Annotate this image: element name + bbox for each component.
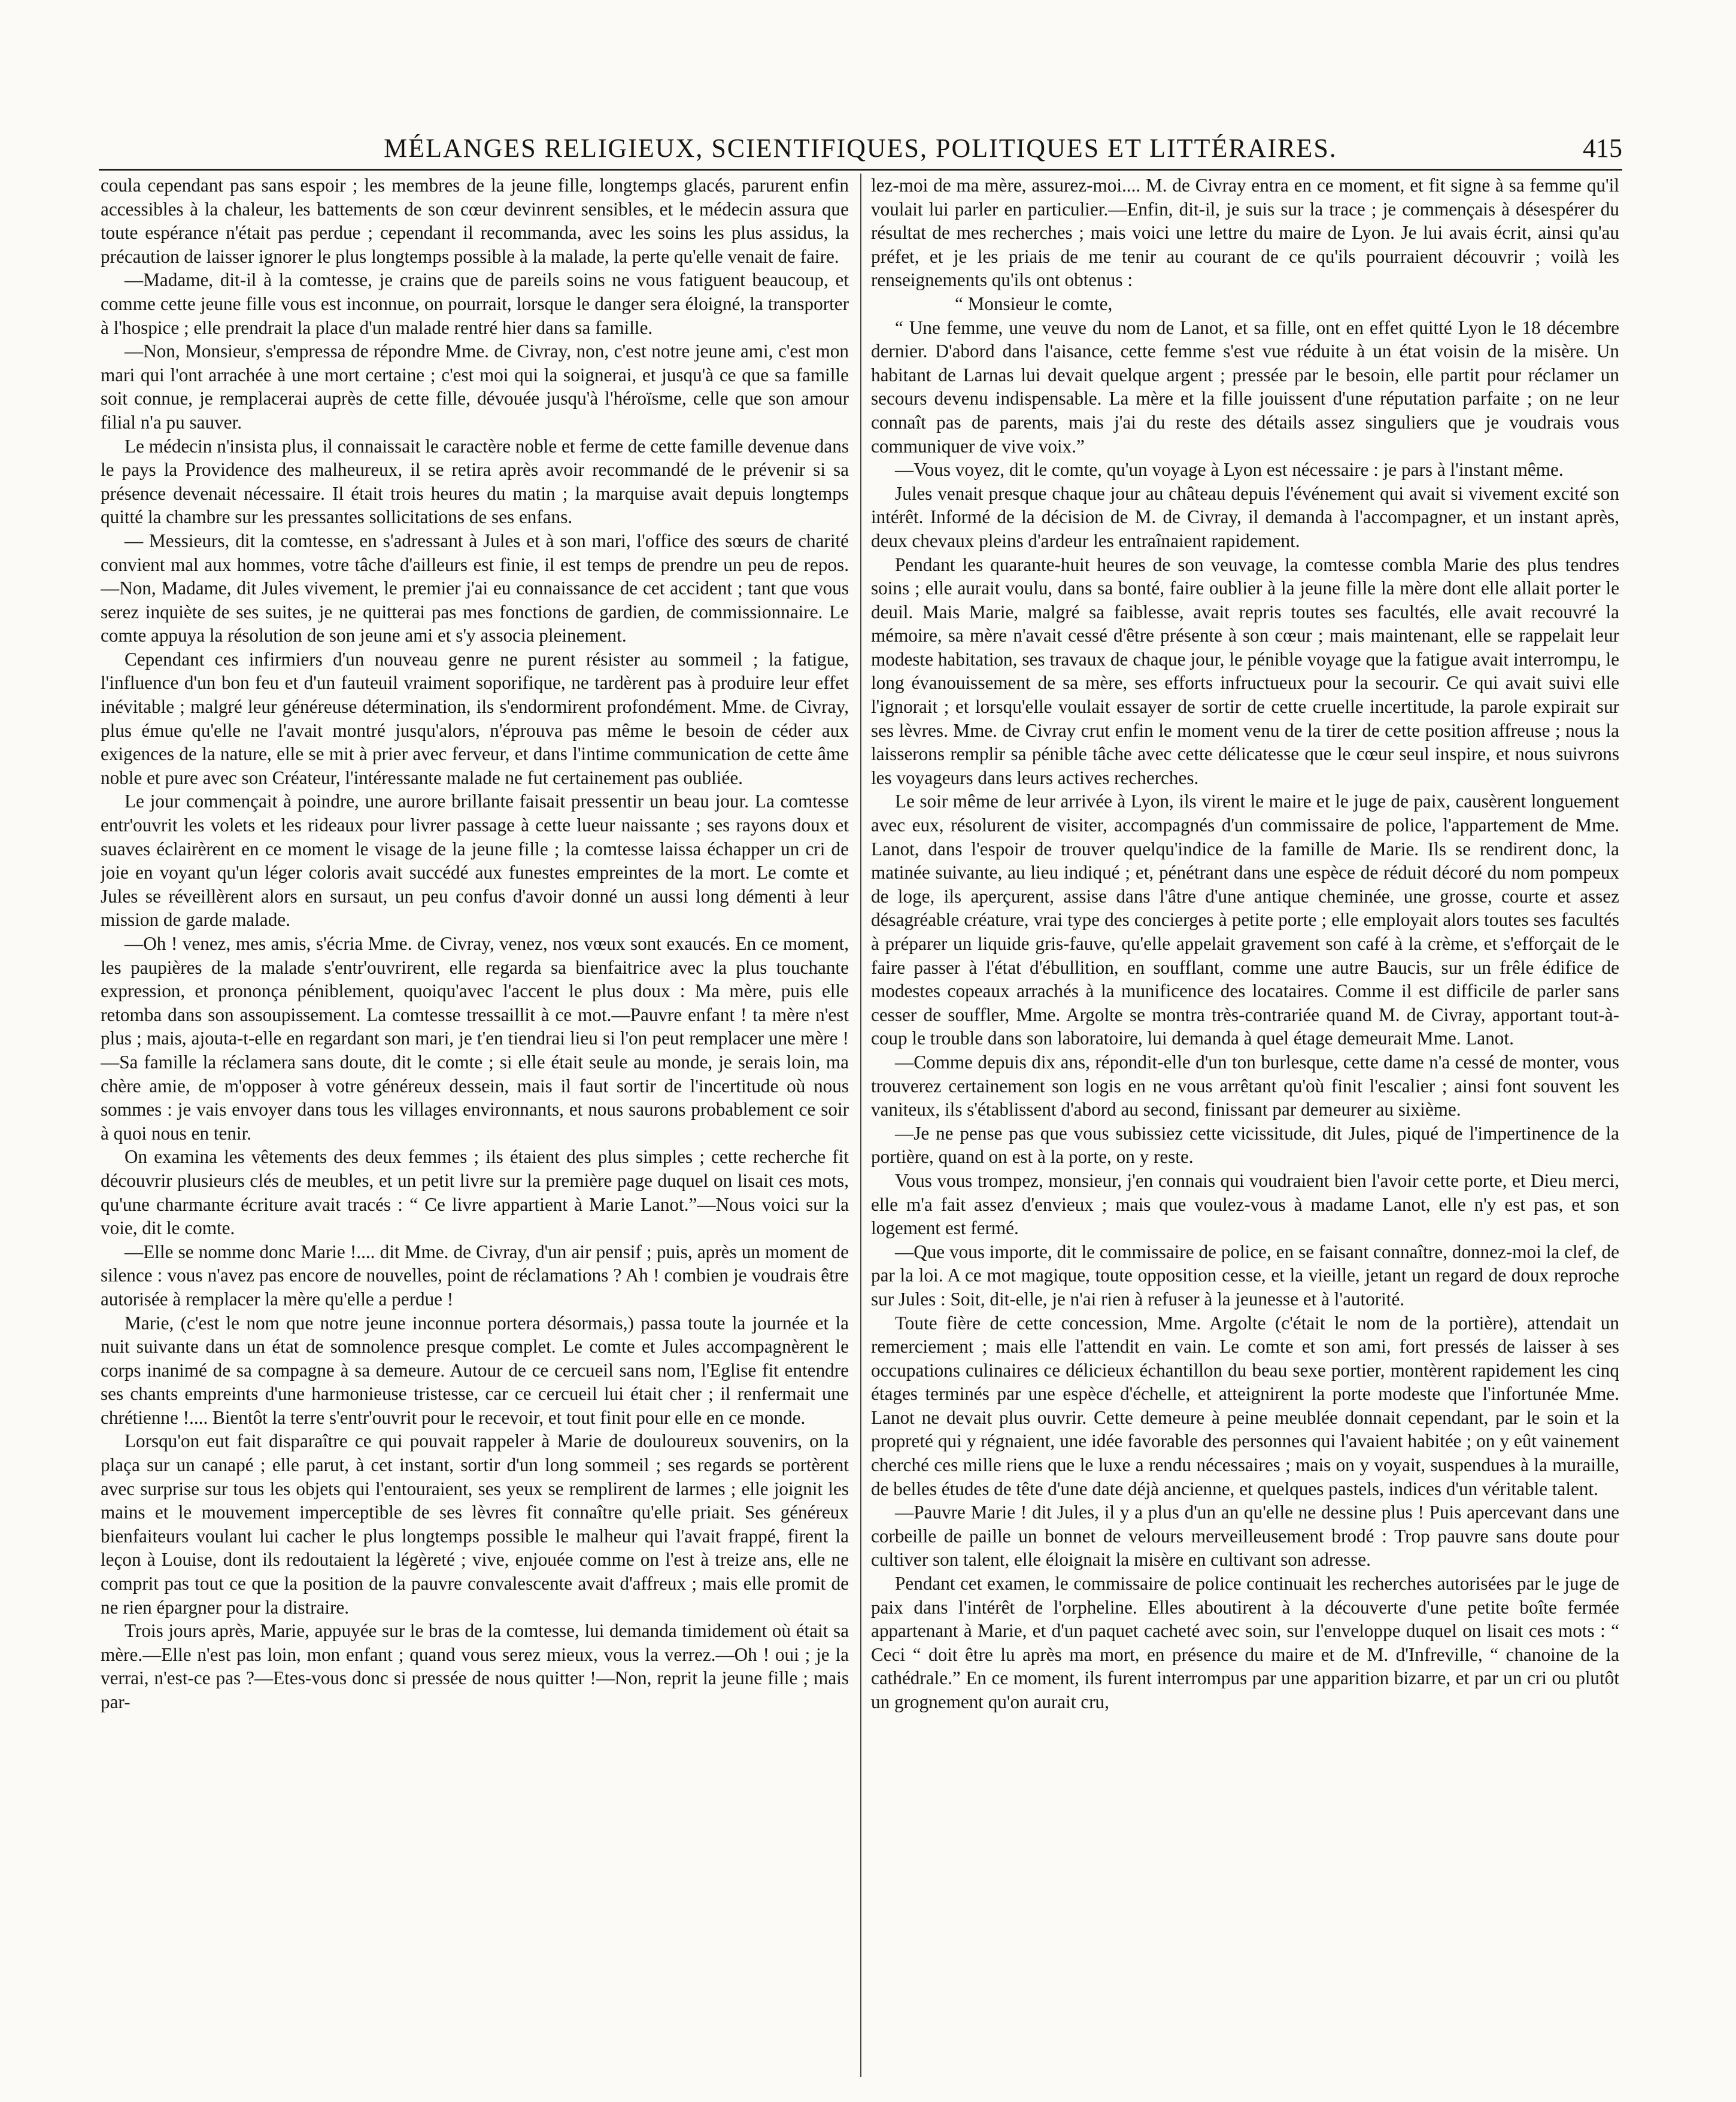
paragraph: Le soir même de leur arrivée à Lyon, ils virent le maire et le juge de paix, causèrent longuement avec eux, résolurent de visiter, accompagnés d'un commissaire de police, l'appartement de Mme. Lanot, dans l'espoir de trouver quelqu'indice de la famille de Marie. Ils se rendirent donc, la matinée suivante, au lieu indiqué ; et, pénétrant dans une espèce de réduit décoré du nom pompeux de loge, ils aperçurent, assise dans l'âtre d'une antique cheminée, une grosse, courte et assez désagréable créature, vrai type des concierges à petite porte ; elle employait alors toutes ses facultés à préparer un liquide gris-fauve, qu'elle appelait gravement son café à la crème, et s'efforçait de le faire passer à l'état d'ébullition, en soufflant, comme une autre Baucis, sur un frêle édifice de modestes copeaux arrachés à la munificence des locataires. Comme il est difficile de parler sans cesser de souffler, Mme. Argolte se montra très-contrariée quand M. de Civray, apportant tout-à-coup le trouble dans son laboratoire, lui demanda à quel étage demeurait Mme. Lanot. (871, 791, 1619, 1049)
paragraph: On examina les vêtements des deux femmes ; ils étaient des plus simples ; cette recherche fit découvrir plusieurs clés de meubles, et un petit livre sur la première page duquel on lisait ces mots, qu'une charmante écriture avait tracés : “ Ce livre appartient à Marie Lanot.”—Nous voici sur la voie, dit le comte. (101, 1146, 849, 1239)
paragraph: Trois jours après, Marie, appuyée sur le bras de la comtesse, lui demanda timidement où était sa mère.—Elle n'est pas loin, mon enfant ; quand vous serez mieux, vous la verrez.—Oh ! oui ; je la verrai, n'est-ce pas ?—Etes-vous donc si pressée de nous quitter !—Non, reprit la jeune fille ; mais par- (101, 1620, 849, 1712)
paragraph: Pendant cet examen, le commissaire de police continuait les recherches autorisées par le juge de paix dans l'intérêt de l'orpheline. Elles aboutirent à la découverte d'une petite boîte fermée appartenant à Marie, et d'un paquet cacheté avec soin, sur l'enveloppe duquel on lisait ces mots : “ Ceci “ doit être lu après ma mort, en présence du maire et de M. d'Infreville, “ chanoine de la cathédrale.” En ce moment, ils furent interrompus par une apparition bizarre, et par un cri ou plutôt un grognement qu'on aurait cru, (871, 1573, 1619, 1712)
paragraph: —Pauvre Marie ! dit Jules, il y a plus d'un an qu'elle ne dessine plus ! Puis apercevant dans une corbeille de paille un bonnet de velours merveilleusement brodé : Trop pauvre sans doute pour cultiver son talent, elle éloignait la misère en cultivant son adresse. (871, 1502, 1619, 1571)
running-title: MÉLANGES RELIGIEUX, SCIENTIFIQUES, POLITIQUES ET LITTÉRAIRES. (384, 133, 1337, 163)
paragraph: —Vous voyez, dit le comte, qu'un voyage à Lyon est nécessaire : je pars à l'instant même. (895, 459, 1564, 481)
paragraph: —Je ne pense pas que vous subissiez cette vicissitude, dit Jules, piqué de l'impertinence de la portière, quand on est à la porte, on y reste. (871, 1122, 1619, 1168)
paragraph: —Comme depuis dix ans, répondit-elle d'un ton burlesque, cette dame n'a cessé de monter, vous trouverez certainement son logis en ne vous arrêtant qu'où finit l'escalier ; ainsi font souvent les vaniteux, ils s'établissent d'abord au second, finissant par demeurer au sixième. (871, 1051, 1619, 1120)
letter-salutation: “ Monsieur le comte, (955, 293, 1113, 314)
paragraph: Marie, (c'est le nom que notre jeune inconnue portera désormais,) passa toute la journée et la nuit suivante dans un état de somnolence presque complet. Le comte et Jules accompagnèrent le corps inanimé de sa compagne à sa demeure. Autour de ce cercueil sans nom, l'Eglise fit entendre ses chants empreints d'une harmonieuse tristesse, car ce cercueil lui était cher ; il renfermait une chrétienne !.... Bientôt la terre s'entr'ouvrit pour le recevoir, et tout finit pour elle en ce monde. (101, 1312, 849, 1428)
column-divider (860, 174, 861, 2077)
paragraph: Lorsqu'on eut fait disparaître ce qui pouvait rappeler à Marie de douloureux souvenirs, on la plaça sur un canapé ; elle parut, à cet instant, sortir d'un long sommeil ; ses regards se portèrent avec surprise sur tous les objets qui l'entouraient, ses yeux se remplirent de larmes ; elle joignit les mains et le mouvement imperceptible de ses lèvres fit connaître qu'elle priait. Ses généreux bienfaiteurs voulant lui cacher le plus longtemps possible le malheur qui l'avait frappé, firent la leçon à Louise, dont ils redoutaient la légèreté ; vive, enjouée comme on l'est à treize ans, elle ne comprit pas tout ce que la position de la pauvre convalescente avait d'affreux ; mais elle promit de ne rien épargner pour la distraire. (101, 1430, 849, 1618)
paragraph: coula cependant pas sans espoir ; les membres de la jeune fille, longtemps glacés, parurent enfin accessibles à la chaleur, les battements de son cœur devinrent sensibles, et le médecin assura que toute espérance n'était pas perdue ; cependant il recommanda, avec les soins les plus assidus, la précaution de laisser ignorer le plus longtemps possible à la malade, la perte qu'elle venait de faire. (101, 175, 849, 267)
paragraph: —Que vous importe, dit le commissaire de police, en se faisant connaître, donnez-moi la clef, de par la loi. A ce mot magique, toute opposition cesse, et la vieille, jetant un regard de doux reproche sur Jules : Soit, dit-elle, je n'ai rien à refuser à la jeunesse et à l'autorité. (871, 1241, 1619, 1310)
right-column (871, 174, 1619, 2077)
running-header (99, 133, 1622, 171)
paragraph: —Elle se nomme donc Marie !.... dit Mme. de Civray, d'un air pensif ; puis, après un moment de silence : vous n'avez pas encore de nouvelles, point de réclamations ? Ah ! combien je voudrais être autorisée à remplacer la mère qu'elle a perdue ! (101, 1241, 849, 1310)
paragraph: Cependant ces infirmiers d'un nouveau genre ne purent résister au sommeil ; la fatigue, l'influence d'un bon feu et d'un fauteuil vraiment soporifique, ne tardèrent pas à produire leur effet inévitable ; malgré leur généreuse détermination, ils s'endormirent profondément. Mme. de Civray, plus émue qu'elle ne l'avait montré jusqu'alors, n'éprouva pas même le besoin de céder aux exigences de la nature, elle se mit à prier avec ferveur, et dans l'intime communication de cette âme noble et pure avec son Créateur, l'intéressante malade ne fut certainement pas oubliée. (101, 648, 849, 788)
paragraph: Pendant les quarante-huit heures de son veuvage, la comtesse combla Marie des plus tendres soins ; elle aurait voulu, dans sa bonté, faire oublier à la jeune fille la mère dont elle allait porter le deuil. Mais Marie, malgré sa faiblesse, avait repris toutes ses facultés, elle avait recouvré la mémoire, sa mère n'avait cessé d'être présente à son cœur ; mais maintenant, elle se rappelait leur modeste habitation, ses travaux de chaque jour, le pénible voyage que la fatigue avait interrompu, le long évanouissement de sa mère, ses efforts infructueux pour la secourir. Ce qui avait suivi elle l'ignorait ; et lorsqu'elle voulait essayer de sortir de cette cruelle incertitude, la parole expirait sur ses lèvres. Mme. de Civray crut enfin le moment venu de la tirer de cette position affreuse ; nous la laisserons remplir sa pénible tâche avec cette délicatesse que le cœur seul inspire, et nous suivrons les voyageurs dans leurs actives recherches. (871, 554, 1619, 788)
paragraph: lez-moi de ma mère, assurez-moi.... M. de Civray entra en ce moment, et fit signe à sa femme qu'il voulait lui parler en particulier.—Enfin, dit-il, je suis sur la trace ; je commençais à désespérer du résultat de mes recherches ; mais voici une lettre du maire de Lyon. Je lui avais écrit, ainsi qu'au préfet, et je les priais de me tenir au courant de ce qu'ils pourraient découvrir ; voilà les renseignements qu'ils ont obtenus : (871, 175, 1619, 291)
letter-body: “ Une femme, une veuve du nom de Lanot, et sa fille, ont en effet quitté Lyon le 18 décembre dernier. D'abord dans l'aisance, cette femme s'est vue réduite à un état voisin de la misère. Un habitant de Larnas lui devait quelque argent ; pressée par le besoin, elle partit pour réclamer un secours devenu indispensable. La mère et la fille jouissent d'une réputation parfaite ; on ne leur connaît pas de parents, mais j'ai du reste des détails assez singuliers que je voudrais vous communiquer de vive voix.” (871, 317, 1619, 457)
paragraph: —Oh ! venez, mes amis, s'écria Mme. de Civray, venez, nos vœux sont exaucés. En ce moment, les paupières de la malade s'entr'ouvrirent, elle regarda sa bienfaitrice avec la plus touchante expression, et prononça péniblement, quoiqu'avec l'accent le plus doux : Ma mère, puis elle retomba dans son assoupissement. La comtesse tressaillit à ce mot.—Pauvre enfant ! ta mère n'est plus ; mais, ajouta-t-elle en regardant son mari, je t'en tiendrai lieu si l'on peut remplacer une mère ! —Sa famille la réclamera sans doute, dit le comte ; si elle était seule au monde, je serais loin, ma chère amie, de m'opposer à votre généreux dessein, mais il faut sortir de l'incertitude où nous sommes : je vais envoyer dans tous les villages environnants, et nous saurons probablement ce soir à quoi nous en tenir. (101, 933, 849, 1144)
paragraph: — Messieurs, dit la comtesse, en s'adressant à Jules et à son mari, l'office des sœurs de charité convient mal aux hommes, votre tâche d'ailleurs est finie, il est temps de prendre un peu de repos.—Non, Madame, dit Jules vivement, le premier j'ai eu connaissance de cet accident ; tant que vous serez inquiète de ses suites, je ne quitterai pas mes fonctions de gardien, de commissionnaire. Le comte appuya la résolution de son jeune ami et s'y associa pleinement. (101, 530, 849, 646)
paragraph: Le jour commençait à poindre, une aurore brillante faisait pressentir un beau jour. La comtesse entr'ouvrit les volets et les rideaux pour livrer passage à cette lueur naissante ; ses rayons doux et suaves éclairèrent en ce moment le visage de la jeune fille ; la comtesse laissa échapper un cri de joie en voyant qu'un léger coloris avait succédé aux funestes empreintes de la mort. Le comte et Jules se réveillèrent alors en sursaut, un peu confus d'avoir donné un aussi long démenti à leur mission de garde malade. (101, 791, 849, 931)
paragraph: Le médecin n'insista plus, il connaissait le caractère noble et ferme de cette famille devenue dans le pays la Providence des malheureux, il se retira après avoir recommandé de le prévenir si sa présence devenait nécessaire. Il était trois heures du matin ; la marquise avait depuis longtemps quitté la chambre sur les pressantes sollicitations de ses enfans. (101, 435, 849, 528)
paragraph: Toute fière de cette concession, Mme. Argolte (c'était le nom de la portière), attendait un remerciement ; mais elle l'attendit en vain. Le comte et son ami, fort pressés de laisser à ses occupations culinaires ce délicieux échantillon du beau sexe portier, montèrent rapidement les cinq étages terminés par une espèce d'échelle, et atteignirent la porte modeste que l'infortunée Mme. Lanot ne devait plus ouvrir. Cette demeure à peine meublée donnait cependant, par le soin et la propreté qui y régnaient, une idée favorable des personnes qui l'avaient habitée ; on y eût vainement cherché ces mille riens que le luxe a rendu nécessaires ; mais on y voyait, suspendues à la muraille, de belles études de tête d'une date déjà ancienne, et quelques pastels, indices d'un véritable talent. (871, 1312, 1619, 1499)
paragraph: Jules venait presque chaque jour au château depuis l'événement qui avait si vivement excité son intérêt. Informé de la décision de M. de Civray, il demanda à l'accompagner, et un instant après, deux chevaux pleins d'ardeur les entraînaient rapidement. (871, 482, 1619, 551)
page-number: 415 (1583, 133, 1622, 163)
paragraph: —Madame, dit-il à la comtesse, je crains que de pareils soins ne vous fatiguent beaucoup, et comme cette jeune fille vous est inconnue, on pourrait, lorsque le danger sera éloigné, la transporter à l'hospice ; elle prendrait la place d'un malade rentré hier dans sa famille. (101, 269, 849, 338)
paragraph: —Non, Monsieur, s'empressa de répondre Mme. de Civray, non, c'est notre jeune ami, c'est mon mari qui l'ont arrachée à une mort certaine ; c'est moi qui la soignerai, et jusqu'à ce que sa famille soit connue, je remplacerai auprès de cette fille, dévouée jusqu'à l'héroïsme, celle que son amour filial n'a pu sauver. (101, 341, 849, 433)
paragraph: Vous vous trompez, monsieur, j'en connais qui voudraient bien l'avoir cette porte, et Dieu merci, elle m'a fait assez d'envieux ; mais que voulez-vous à madame Lanot, elle n'y est pas, et son logement est fermé. (871, 1170, 1619, 1239)
left-column (101, 174, 849, 2077)
